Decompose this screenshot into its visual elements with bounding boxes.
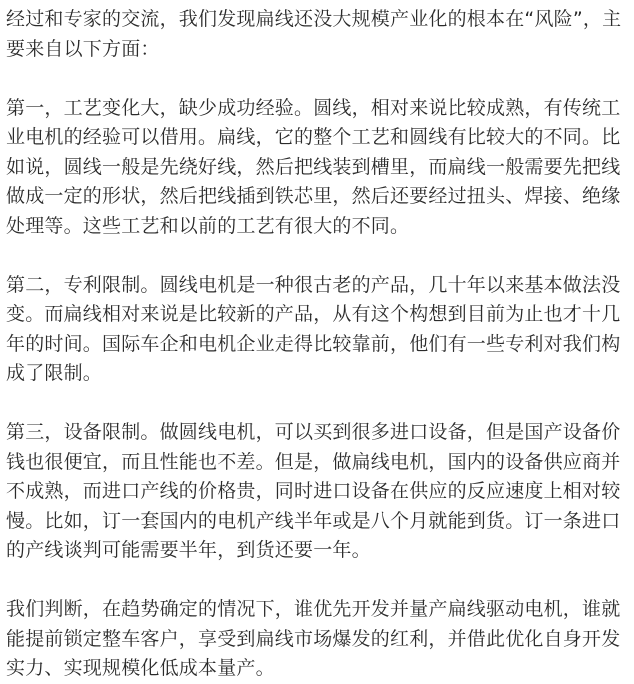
patent-paragraph: 第二，专利限制。圆线电机是一种很古老的产品，几十年以来基本做法没变。而扁线相对来说是比较新的产品，从有这个构想到目前为止也才十几年的时间。国际车企和电机企业走得比较靠前，他们有一些专利对我们构成了限制。 [6,273,621,384]
equipment-paragraph: 第三，设备限制。做圆线电机，可以买到很多进口设备，但是国产设备价钱也很便宜，而且性能也不差。但是，做扁线电机，国内的设备供应商并不成熟，而进口产线的价格贵，同时进口设备在供应的反应速度上相对较慢。比如，订一套国内的电机产线半年或是八个月就能到货。订一条进口的产线谈判可能需要半年，到货还要一年。 [6,421,621,561]
process-paragraph: 第一，工艺变化大，缺少成功经验。圆线，相对来说比较成熟，有传统工业电机的经验可以借用。扁线，它的整个工艺和圆线有比较大的不同。比如说，圆线一般是先绕好线，然后把线装到槽里，而扁线一般需要先把线做成一定的形状，然后把线插到铁芯里，然后还要经过扭头、焊接、绝缘处理等。这些工艺和以前的工艺有很大的不同。 [6,96,621,237]
intro-paragraph: 经过和专家的交流，我们发现扁线还没大规模产业化的根本在“风险”，主要来自以下方面： [6,8,622,60]
conclusion-paragraph: 我们判断，在趋势确定的情况下，谁优先开发并量产扁线驱动电机，谁就能提前锁定整车客户，享受到扁线市场爆发的红利，并借此优化自身开发实力、实现规模化低成本量产。 [6,598,621,679]
article-body [6,5,630,684]
